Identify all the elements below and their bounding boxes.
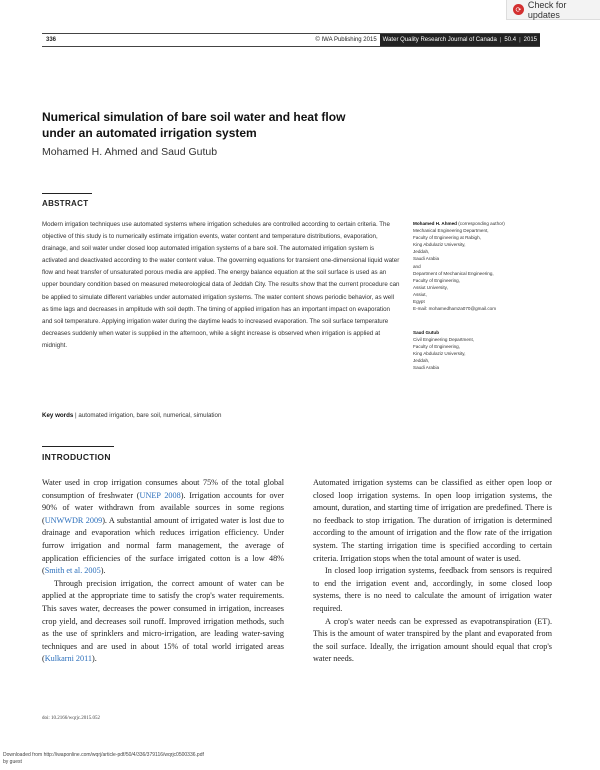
download-note <box>3 752 204 766</box>
keywords-label: Key words <box>42 412 74 419</box>
paper-title: Numerical simulation of bare soil water and heat flow under an automated irrigation system <box>42 110 346 140</box>
paragraph-text: ). Irrigation accounts for over 90% of water withdrawn from available sources in some regions ( <box>42 490 285 525</box>
affiliation-line: Faculty of Engineering, <box>413 344 460 350</box>
affiliation-block-2 <box>413 329 553 372</box>
journal-banner: Water Quality Research Journal of Canada | 50.4 | 2015 <box>380 34 540 46</box>
journal-year: 2015 <box>523 37 537 43</box>
affiliation-line: Faculty of Engineering, <box>413 277 460 283</box>
paragraph: Automated irrigation systems can be classified as either open loop or closed loop irrigation systems. In open loop irrigation systems, the amount, duration, and starting time of irrigation are predefined. There is no feedback to stop irrigation. The duration of irrigation is determined according to the amount of irrigation and the flow rate of the irrigation system. The starting irrigation time is specified according to certain criteria. Irrigation stops when the total amount of water is used. <box>313 478 552 563</box>
keywords-list: automated irrigation, bare soil, numerical, simulation <box>78 412 222 419</box>
paragraph-text: ). <box>100 566 106 576</box>
running-header <box>42 33 540 47</box>
page-number: 336 <box>46 37 57 43</box>
affiliation-line: Saudi Arabia <box>413 256 440 262</box>
affiliation-line: Saudi Arabia <box>413 365 440 371</box>
download-guest: by guest <box>3 759 22 765</box>
check-for-updates-button[interactable] <box>506 0 600 20</box>
introduction-divider <box>42 446 114 447</box>
author-1-role: (corresponding author) <box>456 221 505 226</box>
paragraph: A crop's water needs can be expressed as evapotranspiration (ET). This is the amount of water transpired by the plant and evaporated from the soil surface. Ideally, the irrigation amount should equal that crop's water needs. <box>313 616 552 664</box>
paragraph-text: Water used in crop irrigation consumes about 75% of the total global consumption of freshwater ( <box>42 478 284 500</box>
affiliation-line: Civil Engineering Department, <box>413 337 475 343</box>
affiliation-block-1 <box>413 220 553 312</box>
paragraph: In closed loop irrigation systems, feedback from sensors is required to end the irrigation event and, accordingly, in some closed loop systems, there is no need to calculate the amount of irrigation water required. <box>313 566 552 613</box>
affiliation-line: Department of Mechanical Engineering, <box>413 270 494 276</box>
download-url[interactable]: Downloaded from http://iwaponline.com/wqrj/article-pdf/50/4/336/379116/wqrjc0500336.pdf <box>3 752 204 758</box>
update-icon: ⟳ <box>513 4 524 15</box>
author-2-name: Saud Gutub <box>413 330 440 335</box>
affiliation-line: Egypt <box>413 299 425 305</box>
doi-link[interactable]: doi: 10.2166/wqrjc.2015.052 <box>42 716 101 721</box>
abstract-divider <box>42 193 92 194</box>
journal-volume: 50.4 <box>504 37 517 43</box>
author-list: Mohamed H. Ahmed and Saud Gutub <box>42 146 218 158</box>
citation-link[interactable]: UNEP 2008 <box>139 490 181 500</box>
affiliation-line: Assiut University, <box>413 284 448 290</box>
abstract-text: Modern irrigation techniques use automated systems where irrigation schedules are controlled according to certain criteria. The objective of this study is to numerically estimate irrigation events, water content and temperature distributions, evaporation, drainage, and soil water under closed loop automated irrigation systems of a bare soil. The automated irrigation system is activated and deactivated according to the water content value. The governing equations for transient one-dimensional liquid water flow and heat transfer of unsaturated porous media are applied. The energy balance equation at the soil surface is used as an upper boundary condition based on measured meteorological data of Jeddah City. The results show that the current procedure can be applied to simulate different variables under automated irrigation systems. The water content shows periodic behavior, as well as time lags and decreases in amplitude with soil depth. The timing of applied irrigation has an important impact on evaporation and soil temperature. Applying irrigation water during the daytime leads to increased evaporation. The soil surface temperature decreases suddenly when water is supplied in the afternoon, while a slight increase is observed when irrigation is applied at midnight. <box>42 221 400 349</box>
paragraph-text: ). A substantial amount of irrigated water is lost due to drainage and evaporation which reduces irrigation efficiency. Under furrow irrigation and normal farm management, the average of application efficiencies of the surface irrigated cotton is a low 48% ( <box>42 515 284 576</box>
body-column-right <box>313 477 552 666</box>
affiliation-line: Faculty of Engineering at Rabigh, <box>413 235 481 241</box>
paragraph <box>42 477 284 578</box>
affiliation-line: Jeddah, <box>413 249 430 255</box>
affiliation-line: King Abdulaziz University, <box>413 351 466 357</box>
affiliation-line: Assiut, <box>413 291 427 297</box>
affiliation-line: Mechanical Engineering Department, <box>413 228 489 234</box>
author-1-email: E-mail: mohamedhamza070@gmail.com <box>413 306 497 312</box>
affiliation-line: King Abdulaziz University, <box>413 242 466 248</box>
citation-link[interactable]: Smith et al. 2005 <box>44 566 101 576</box>
abstract-heading: ABSTRACT <box>42 199 89 208</box>
introduction-heading: INTRODUCTION <box>42 452 111 462</box>
citation-link[interactable]: UNWWDR 2009 <box>44 515 103 525</box>
paragraph <box>42 578 284 666</box>
affiliation-line: Jeddah, <box>413 358 430 364</box>
body-column-left <box>42 477 284 666</box>
journal-name: Water Quality Research Journal of Canada <box>382 37 497 43</box>
author-1-name: Mohamed H. Ahmed <box>413 221 457 226</box>
keywords: Key words | automated irrigation, bare soil, numerical, simulation <box>42 412 222 419</box>
paragraph-text: Through precision irrigation, the correct amount of water can be applied at the appropriate time to satisfy the crop's water requirements. This saves water, decreases the power consumed in irrigation, increases crop yield, and decreases soil runoff. Improved irrigation methods, such as the use of sprinklers and micro-irrigation, are leading water-saving techniques and are used in about 15% of total world irrigated areas ( <box>42 578 284 664</box>
citation-link[interactable]: Kulkarni 2011 <box>44 654 92 664</box>
paragraph-text: ). <box>91 654 97 664</box>
affiliation-line: and <box>413 263 421 269</box>
check-for-updates-label: Check for updates <box>527 0 567 20</box>
publisher-notice: © IWA Publishing 2015 <box>315 37 377 43</box>
